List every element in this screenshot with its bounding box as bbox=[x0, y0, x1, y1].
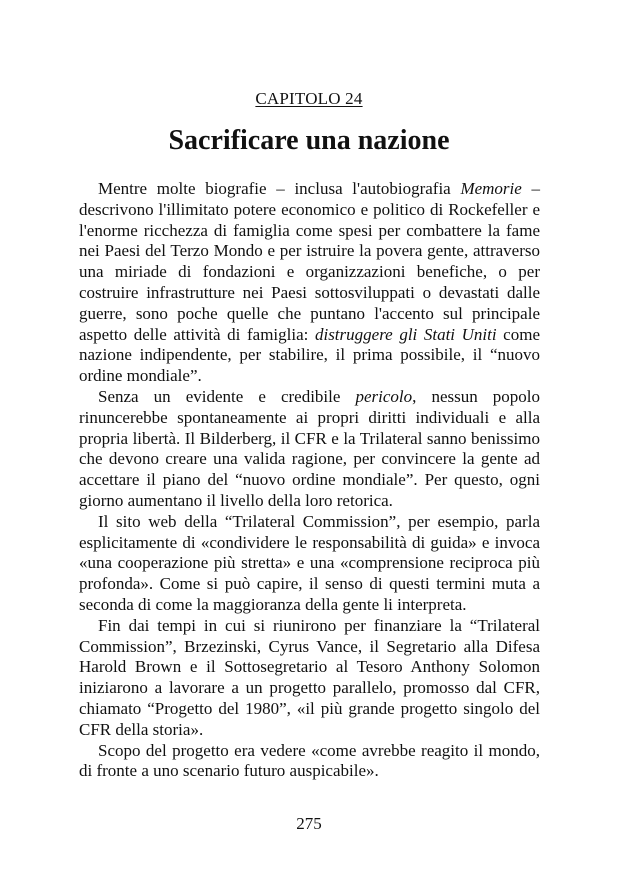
italic-text-segment: pericolo bbox=[355, 386, 413, 406]
paragraph bbox=[79, 741, 540, 783]
text-segment: Mentre molte biografie – inclusa l'autobiografia bbox=[98, 179, 461, 198]
text-segment: Scopo del progetto era vedere «come avrebbe reagito il mondo, di fronte a uno scenario futuro auspicabile». bbox=[79, 740, 540, 781]
italic-text-segment: Memorie bbox=[460, 179, 522, 198]
paragraph bbox=[79, 616, 540, 741]
paragraph bbox=[79, 387, 540, 512]
paragraph bbox=[79, 512, 540, 616]
text-segment: Il sito web della “Trilateral Commission”, per esempio, parla esplicitamente di «condividere le responsabilità di guida» e invoca «una cooperazione più stretta» e una «comprensione reciproca più profonda». Come si può capire, il senso di questi termini muta a seconda di come la maggioranza della gente li interpreta. bbox=[79, 511, 540, 614]
italic-text-segment: distruggere gli Stati Uniti bbox=[314, 324, 497, 344]
chapter-label: CAPITOLO 24 bbox=[255, 89, 363, 108]
paragraph bbox=[79, 179, 540, 387]
text-segment: , nessun popolo rinuncerebbe spontaneamente ai propri diritti individuali e alla propria libertà. Il Bilderberg, il CFR e la Trilateral sanno benissimo che devono creare una valida ragione, per convincere la gente ad accettare il piano del “nuovo ordine mondiale”. Per questo, ogni giorno aumentano il livello della loro retorica. bbox=[79, 386, 541, 510]
text-segment: Fin dai tempi in cui si riunirono per finanziare la “Trilateral Commission”, Brzezinski, Cyrus Vance, il Segretario alla Difesa Harold Brown e il Sottosegretario al Tesoro Anthony Solomon iniziarono a lavorare a un progetto parallelo, promosso dal CFR, chiamato “Progetto del 1980”, «il più grande progetto singolo del CFR della storia». bbox=[79, 615, 540, 739]
chapter-title: Sacrificare una nazione bbox=[168, 125, 450, 156]
text-segment: come nazione indipendente, per stabilire, il prima possibile, il “nuovo ordine mondiale”. bbox=[79, 324, 540, 386]
text-segment: Senza un evidente e credibile bbox=[98, 386, 356, 406]
text-segment: – descrivono l'illimitato potere economico e politico di Rockefeller e l'enorme ricchezza di famiglia come spesi per combattere la fame nei Paesi del Terzo Mondo e per istruire la povera gente, attraverso una miriade di fondazioni e organizzazioni benefiche, o per costruire infrastrutture nei Paesi sottosviluppati o devastati dalle guerre, sono poche quelle che puntano l'accento sul principale aspetto delle attività di famiglia: bbox=[79, 179, 541, 344]
page-number: 275 bbox=[296, 814, 322, 833]
body-text bbox=[79, 179, 540, 782]
